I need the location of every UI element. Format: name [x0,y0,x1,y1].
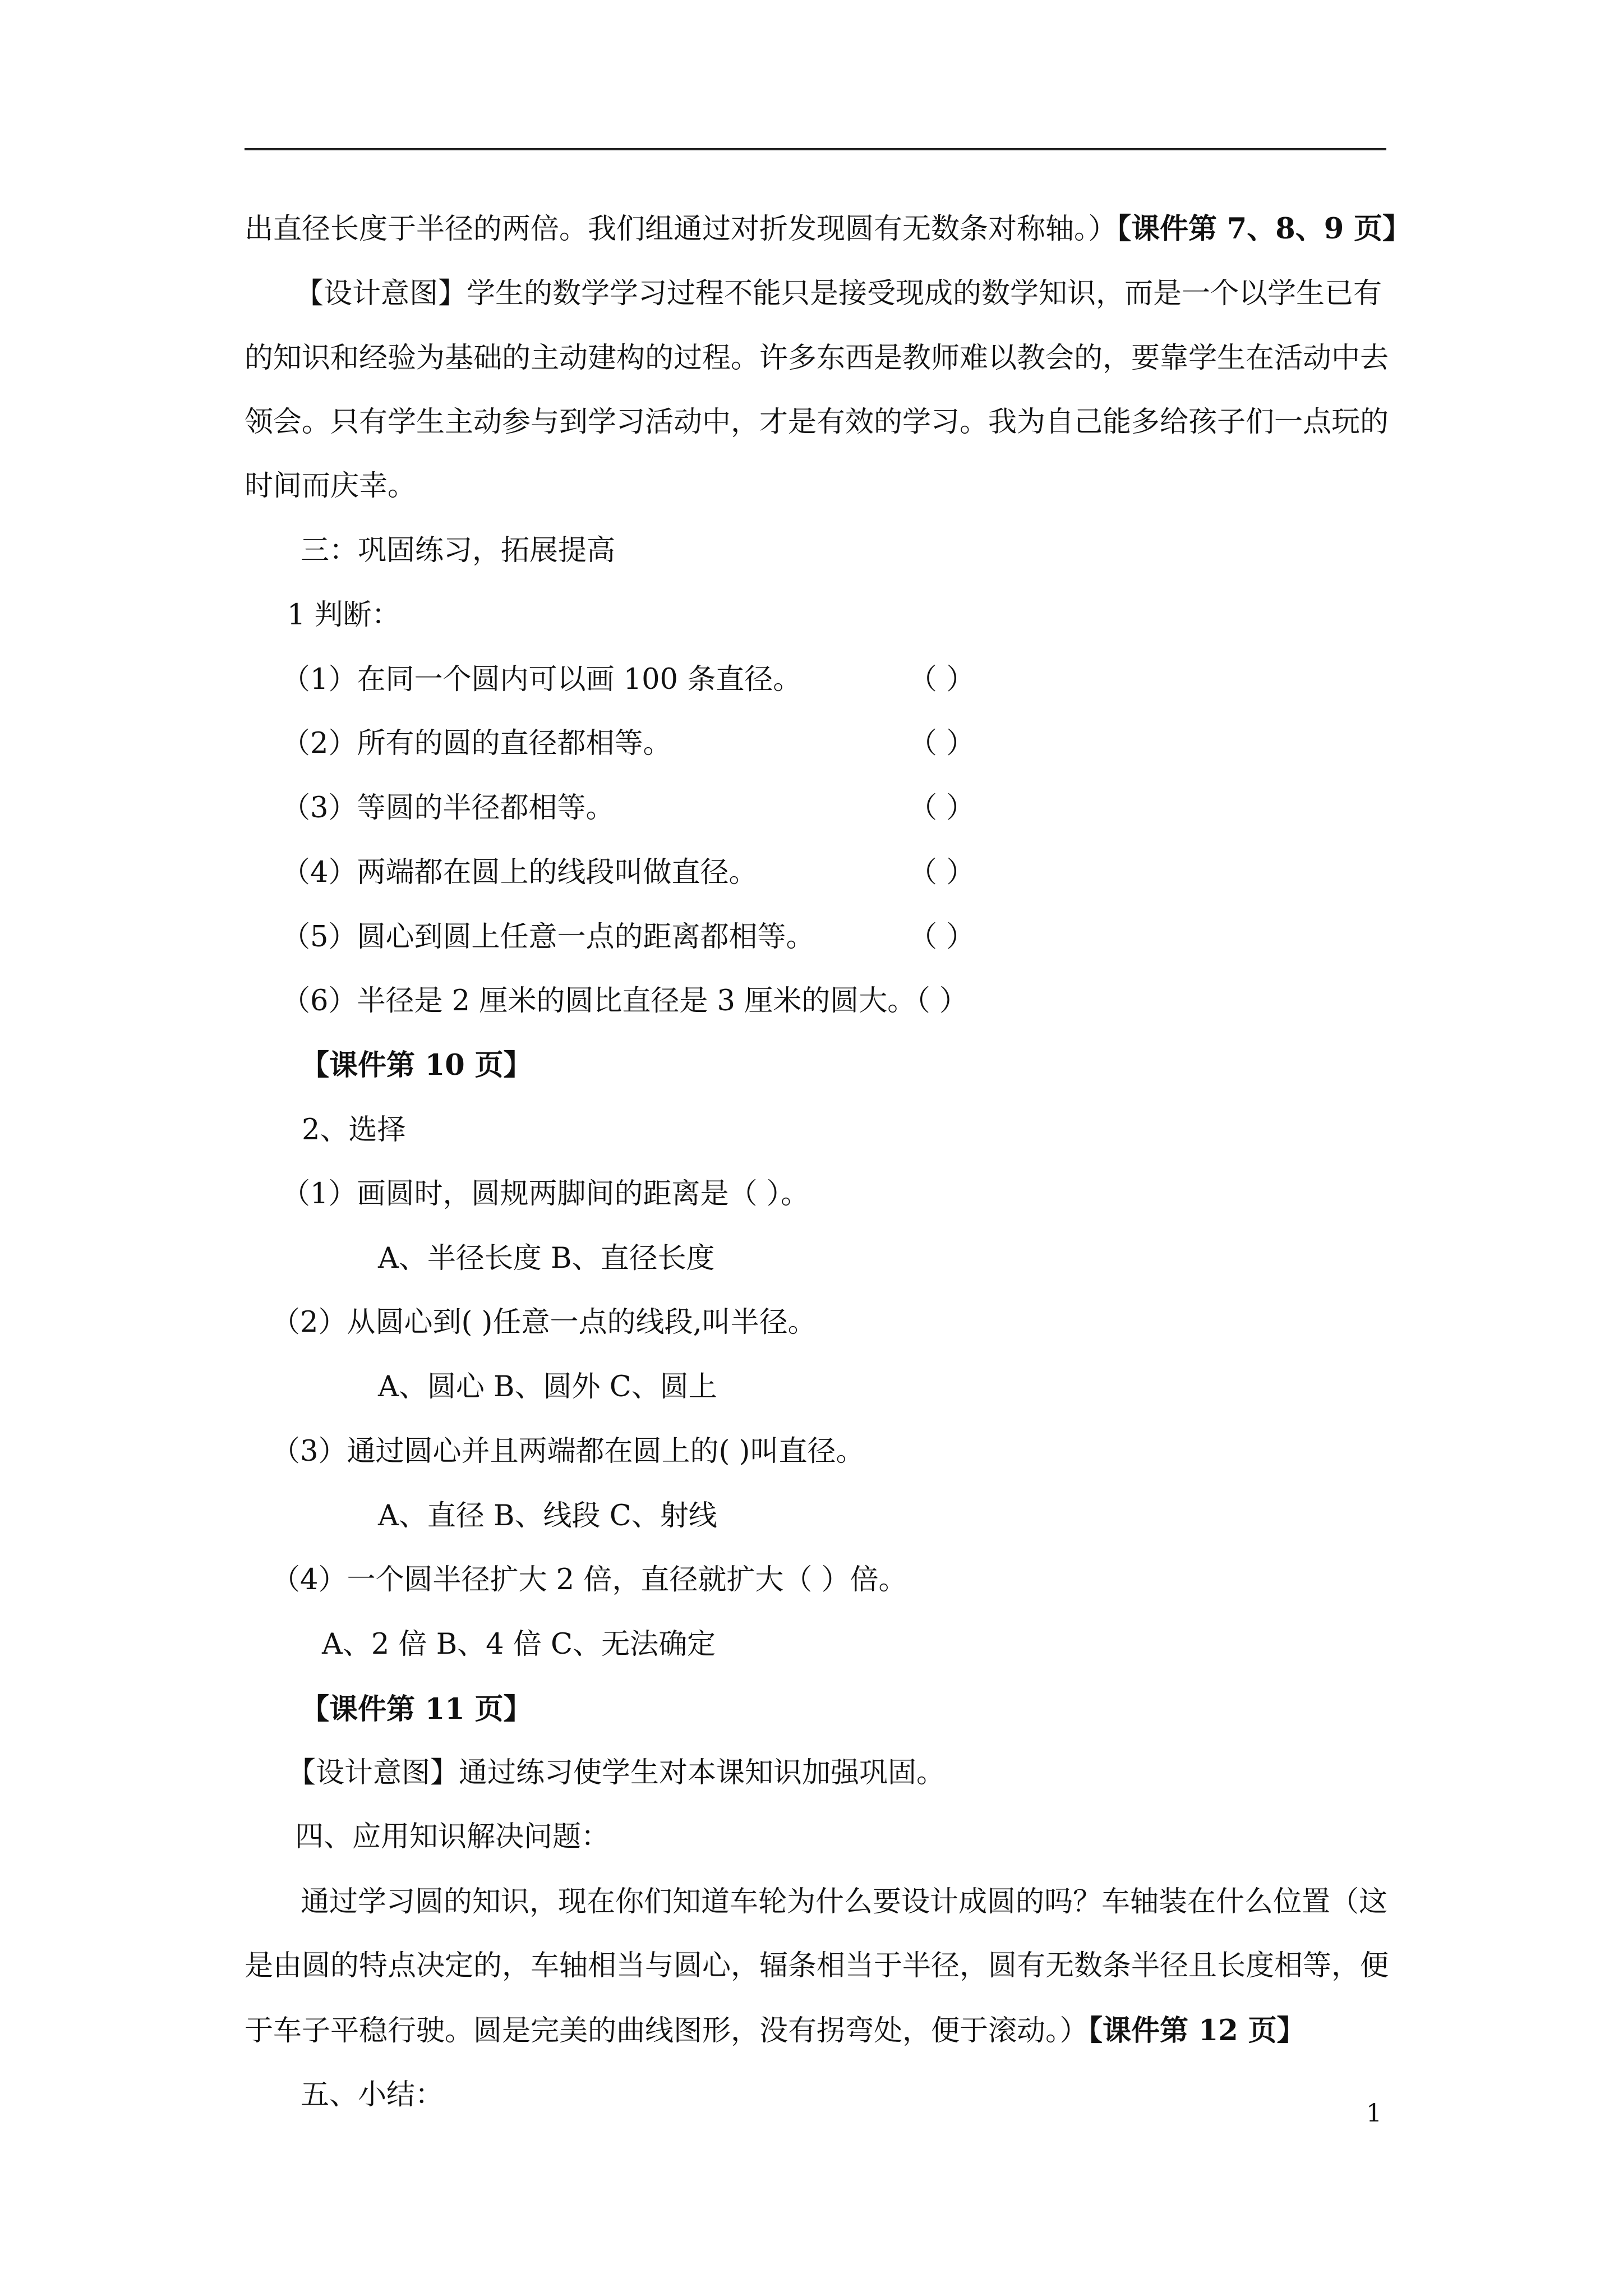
choice-options: A、2 倍 B、4 倍 C、无法确定 [322,1628,716,1661]
question-heading: 2、选择 [302,1114,406,1147]
header-rule [245,148,1386,150]
section-heading: 三：巩固练习，拓展提高 [301,534,616,567]
judge-item: （6）半径是 2 厘米的圆比直径是 3 厘米的圆大。（ ） [282,984,968,1018]
courseware-ref: 【课件第 10 页】 [301,1048,532,1082]
answer-paren: （ ） [909,727,975,760]
judge-item: （1）在同一个圆内可以画 100 条直径。 [282,663,802,696]
choice-question: （4）一个圆半径扩大 2 倍，直径就扩大（ ）倍。 [271,1563,907,1596]
section-heading: 五、小结： [301,2078,444,2111]
paragraph-line [245,2011,1306,2051]
judge-item: （4）两端都在圆上的线段叫做直径。 [282,856,758,889]
choice-options: A、圆心 B、圆外 C、圆上 [378,1370,717,1404]
answer-paren: （ ） [909,663,975,696]
design-intent-line: 时间而庆幸。 [245,470,417,503]
paragraph-text: 于车子平稳行驶。圆是完美的曲线图形，没有拐弯处，便于滚动。） [245,2014,1089,2047]
paragraph-line: 是由圆的特点决定的，车轴相当与圆心，辐条相当于半径，圆有无数条半径且长度相等，便 [245,1949,1389,1982]
judge-item: （3）等圆的半径都相等。 [282,792,615,825]
choice-options: A、半径长度 B、直径长度 [378,1242,715,1275]
paragraph-line [245,209,1411,249]
page-number: 1 [1366,2099,1382,2128]
judge-item: （2）所有的圆的直径都相等。 [282,727,672,760]
design-intent-line: 【设计意图】学生的数学学习过程不能只是接受现成的数学知识，而是一个以学生已有 [295,277,1382,310]
courseware-ref: 【课件第 11 页】 [301,1692,532,1726]
courseware-ref: 【课件第 12 页】 [1088,2014,1306,2047]
answer-paren: （ ） [909,856,975,889]
answer-paren: （ ） [909,921,975,954]
section-heading: 四、应用知识解决问题： [295,1820,610,1853]
choice-question: （3）通过圆心并且两端都在圆上的( )叫直径。 [271,1435,865,1468]
design-intent-line: 【设计意图】通过练习使学生对本课知识加强巩固。 [287,1756,946,1789]
paragraph-line: 通过学习圆的知识，现在你们知道车轮为什么要设计成圆的吗？车轴装在什么位置（这 [301,1885,1388,1918]
choice-question: （1）画圆时，圆规两脚间的距离是（ ）。 [282,1177,810,1211]
choice-question: （2）从圆心到( )任意一点的线段,叫半径。 [271,1306,817,1339]
question-heading: 1 判断： [287,599,400,632]
design-intent-line: 领会。只有学生主动参与到学习活动中，才是有效的学习。我为自己能多给孩子们一点玩的 [245,406,1389,439]
answer-paren: （ ） [909,792,975,825]
choice-options: A、直径 B、线段 C、射线 [378,1499,717,1533]
courseware-ref: 【课件第 7、8、9 页】 [1117,212,1411,246]
design-intent-line: 的知识和经验为基础的主动建构的过程。许多东西是教师难以教会的，要靠学生在活动中去 [245,342,1389,375]
paragraph-text: 出直径长度于半径的两倍。我们组通过对折发现圆有无数条对称轴。） [245,213,1117,246]
judge-item: （5）圆心到圆上任意一点的距离都相等。 [282,921,815,954]
